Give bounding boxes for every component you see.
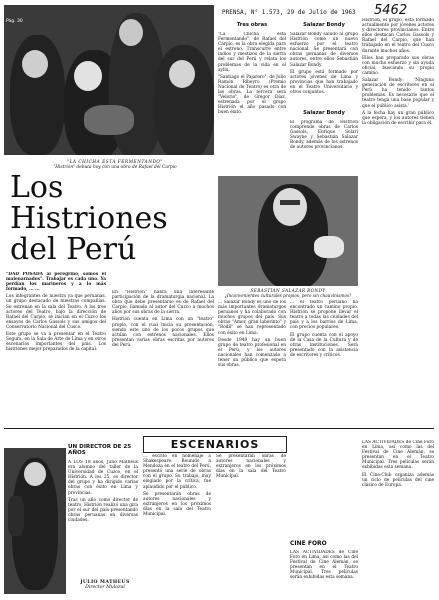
middle-photo-caption bbox=[214, 288, 362, 298]
paragraph: Histrión cuenta en Lima con un "teatro" propio, con el cual inicia su presentación, siendo este uno de los pocos grupos que actúan con estrenos nacionales. Ellos presentan varias obras escritas por autores del Perú. bbox=[112, 317, 214, 348]
paragraph: En "Histrión" habrá una interesante participación de la dramaturgia nacional. La obra que debe presentarse es de Rafael del Carpio, llamado al autor del Cuzco a muchos años por sus obras de la sierra. bbox=[112, 290, 214, 316]
section-heading-salazar-bondy: Salazar Bondy bbox=[303, 22, 345, 28]
archive-number: 5462 bbox=[374, 3, 408, 18]
director-role: Director Mulazul bbox=[85, 585, 125, 591]
article-column-4b bbox=[290, 120, 358, 172]
paragraph: A la fecha hay un gran público que espera, y los autores tienen la obligación de escribir para él. bbox=[362, 110, 434, 126]
cine-foro-column-2 bbox=[362, 440, 434, 596]
article-column-2 bbox=[112, 290, 214, 422]
article-column-5 bbox=[218, 300, 286, 422]
escenarios-column-2 bbox=[216, 454, 286, 524]
paragraph: "La Chicha está Fermentando", de Rafael del Carpio, es la obra elegida para el estreno. Transcurre entre indios y mestizos de la sierra del sur del Perú y relata los problemas de la vida en el ayllu. bbox=[218, 32, 286, 73]
paragraph: El grupo está formado por actores jóvenes de Lima y provincias que han trabajado en el Teatro Universitario y otros conjuntos. bbox=[290, 69, 358, 96]
main-title-line2: Histriones bbox=[10, 201, 168, 236]
article-column-4 bbox=[290, 32, 358, 107]
main-title-line1: Los bbox=[10, 170, 64, 205]
paragraph: ... escrito en homenaje a Shakespeare. Reunido a Mendoza en el teatro del Perú, presentó una serie de obras con el grupo. Su trabajo, muy elogiado por la crítica, fue aplaudido por el público. bbox=[143, 454, 211, 490]
main-title-line3: del Perú bbox=[10, 232, 137, 267]
director-column bbox=[68, 460, 138, 580]
bottom-photo bbox=[4, 448, 66, 594]
paragraph: Ellos han preparado sus obras con mucho esfuerzo y sin ayuda oficial, buscando su propio camino. bbox=[362, 55, 434, 76]
paragraph: Salazar Bondy saludó al grupo Histrión como un nuevo esfuerzo por el teatro nacional. Se presentará con obras peruanas de diversos autores, entre ellos Sebastián Salazar Bondy. bbox=[290, 32, 358, 68]
paragraph: El grupo cuenta con el apoyo de la Casa de la Cultura y de otras instituciones. Será presentado con la asistencia de escritores y críticos. bbox=[290, 332, 358, 358]
lead-paragraph: "DAD POSADA al peregrino, somos el malenarnados". Trabajar es cada uno. Ya perdían los marineros y a lo más formado, ... ... bbox=[6, 272, 106, 293]
cine-foro-heading: CINE FORO bbox=[290, 540, 327, 547]
top-photo-caption-line1: "LA CHICHA ESTA FERMENTANDO" bbox=[67, 160, 163, 165]
middle-photo bbox=[218, 176, 358, 286]
paragraph: A LOS 18 años, Julio Matheus era alumno del taller de la Universidad de Cuzco, en el Histrión. A los 25, es director del grupo y ha dirigido varias obras con éxito en Lima y provincias. bbox=[68, 460, 138, 496]
paragraph: Tras un año como director de teatro, Histrión realizó una gira por el sur del país presentando obras peruanas en diversas ciudades. bbox=[68, 497, 138, 524]
top-photo-caption bbox=[20, 160, 210, 170]
paragraph: ... Salazar Bondy es uno de los más importantes dramaturgos peruanos y ha colaborado con muchos grupos del país. Sus obras "Amor, gran laberinto" y "Rodil" se han representado con éxito en Lima. bbox=[218, 300, 286, 336]
page-number: Pág. 30 bbox=[6, 19, 23, 24]
cine-foro-column bbox=[290, 550, 358, 596]
article-column-1 bbox=[6, 272, 106, 422]
escenarios-heading: ESCENARIOS bbox=[143, 436, 287, 453]
paragraph: El Cine-Club organiza además un ciclo de películas del cine clásico de Europa. bbox=[362, 472, 434, 488]
header-line: PRENSA, N° 1.573, 29 de Julio de 1963 bbox=[222, 9, 356, 16]
top-photo-caption-line2: "Histrión" debuta hoy con una obra de Rafael del Carpio bbox=[53, 165, 177, 170]
director-heading: UN DIRECTOR DE 25 AÑOS bbox=[68, 444, 132, 457]
top-photo bbox=[4, 5, 214, 155]
article-column-6 bbox=[290, 300, 358, 422]
director-signature bbox=[70, 580, 140, 591]
paragraph: El programa de Histrión comprende obras de Carlos Gassols, Enrique Solari Swayne y Sebastián Salazar Bondy, además de los estrenos de autores provincianos. bbox=[290, 120, 358, 151]
paragraph: LAS ACTIVIDADES de Cine Foro en Lima, así como las del Festival de Cine Alemán, se presentan en el Teatro Municipal. Tres películas serán exhibidas esta semana. bbox=[362, 440, 434, 471]
article-column-7 bbox=[362, 18, 434, 426]
escenarios-column-1 bbox=[143, 454, 211, 594]
middle-photo-caption-line1: SEBASTIAN SALAZAR BONDY bbox=[250, 288, 326, 293]
paragraph: "Santiago el Pajarero", de Julio Ramón Ribeyro (Premio Nacional de Teatro) es otra de las obras. La tercera será "Velorio", de Grégor Díaz, estrenada por el grupo Histrión el año pasado con buen éxito. bbox=[218, 74, 286, 116]
section-heading-tres-obras: Tres obras bbox=[236, 22, 268, 28]
middle-photo-caption-line2: ¿Inconvenientes culturales propios, pero sin chauvinismos? bbox=[224, 293, 352, 298]
main-title bbox=[10, 172, 210, 265]
section-heading-salazar-bondy-2: Salazar Bondy bbox=[303, 110, 345, 116]
paragraph: ... el teatro peruano ha encontrado un camino propio. Histrión se propone llevar el teatro a todas las ciudades del país y a los barrios de Lima, con precios populares. bbox=[290, 300, 358, 331]
paragraph: Se presentarán obras de autores nacionales y extranjeros en los próximos días en la sala del Teatro Municipal. bbox=[143, 491, 211, 518]
paragraph: Desde 1949 hay un buen grupo de teatro profesional en el Perú, y los autores nacionales han comenzado a tener un público que espera sus obras. bbox=[218, 337, 286, 369]
paragraph: Se presentarán obras de autores nacionales y extranjeros en los próximos días en la sala del Teatro Municipal. bbox=[216, 454, 286, 480]
director-name: JULIO MATHEUS bbox=[80, 580, 130, 585]
section-divider bbox=[4, 428, 434, 429]
paragraph: LAS ACTIVIDADES de Cine Foro en Lima, así como las del Festival de Cine Alemán, se presentan en el Teatro Municipal. Tres películas serán exhibidas esta semana. bbox=[290, 550, 358, 581]
paragraph: Histrión, el grupo, está formado actualmente por jóvenes actores y directores provincianos. Entre ellos destacan Carlos Gassols y Rafael del Carpio, que han trabajado en el teatro del Cusco durante muchos años. bbox=[362, 18, 434, 54]
paragraph: Salazar Bondy: 'Ninguna generación de escritores en el Perú ha tenido tantos problemas. Es necesario que el teatro tenga una base popular y que el público asista.' bbox=[362, 78, 434, 109]
paragraph: Este grupo se va a presentar en el Teatro Segura, en la Sala de Arte de Lima y en otros escenarios importantes del país. Los histriones mejor preparados de la capital. bbox=[6, 332, 106, 353]
paragraph: Los integrantes de nuestra ya que peruanas, un grupo destacado de nuestras compañías. Se estrenan en la sala del Teatro. A los tres actores del Teatro, bajo la dirección de Rafael del Carpio, se inician en el Cuzco los ensayos de Carlos Gassols y sus amigos del Conservatorio Nacional del Cusco. bbox=[6, 294, 106, 330]
